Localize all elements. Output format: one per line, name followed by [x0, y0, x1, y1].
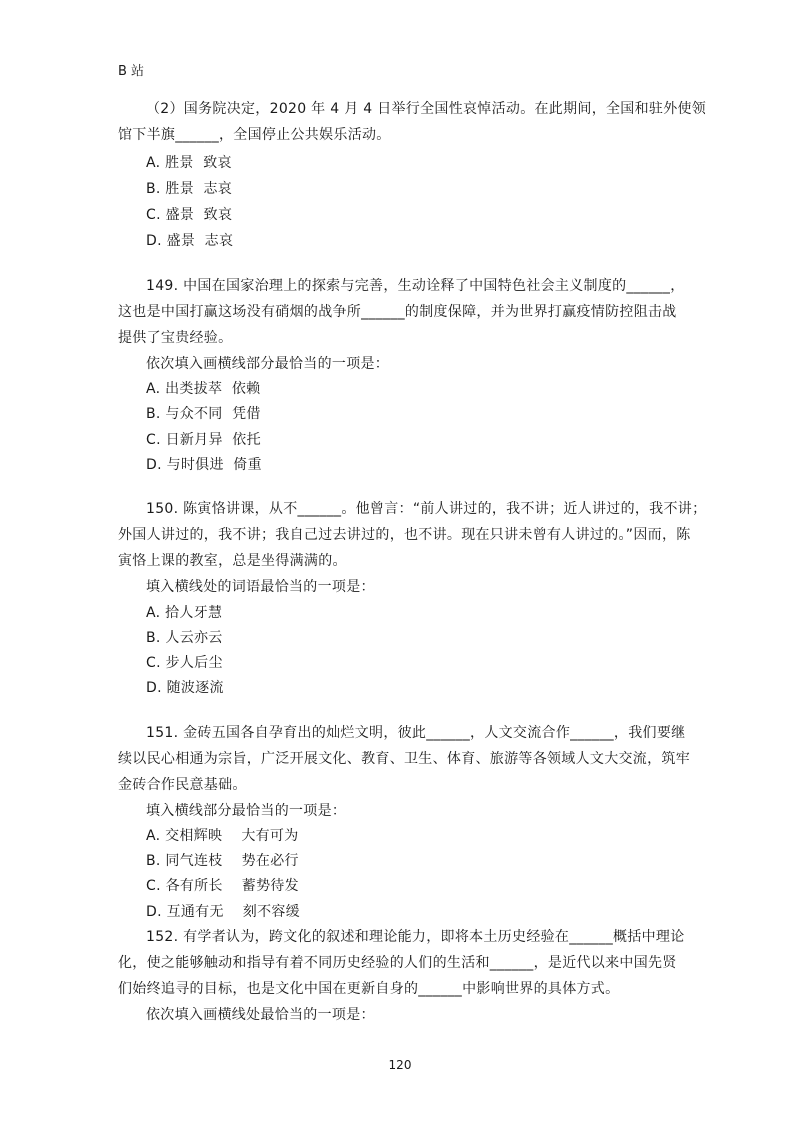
q148-option-d: D. 盛景 志哀: [146, 233, 234, 249]
q148-option-c: C. 盛景 致哀: [146, 207, 233, 223]
q150-option-c: C. 步人后尘: [146, 655, 223, 671]
page-number: 120: [388, 1058, 412, 1072]
q148-line-1: （2）国务院决定，2020 年 4 月 4 日举行全国性哀悼活动。在此期间，全国和驻外使领: [146, 101, 707, 117]
q148-line-2: 馆下半旗______，全国停止公共娱乐活动。: [118, 127, 391, 143]
q149-line-3: 提供了宝贵经验。: [118, 330, 233, 346]
q152-prompt: 依次填入画横线处最恰当的一项是：: [146, 1007, 375, 1023]
q149-option-a: A. 出类拔萃 依赖: [146, 381, 261, 397]
q152-line-1: 152. 有学者认为，跨文化的叙述和理论能力，即将本土历史经验在______概括中理论: [146, 929, 685, 945]
q150-prompt: 填入横线处的词语最恰当的一项是：: [146, 579, 375, 595]
q150-line-2: 外国人讲过的，我不讲；我自己过去讲过的，也不讲。现在只讲未曾有人讲过的。”因而，陈: [118, 527, 691, 543]
q149-prompt: 依次填入画横线部分最恰当的一项是：: [146, 356, 390, 372]
q149-line-1: 149. 中国在国家治理上的探索与完善，生动诠释了中国特色社会主义制度的______，: [146, 278, 685, 294]
q151-line-2: 续以民心相通为宗旨，广泛开展文化、教育、卫生、体育、旅游等各领域人文大交流，筑牢: [118, 751, 690, 767]
q151-line-3: 金砖合作民意基础。: [118, 777, 247, 793]
q152-line-3: 们始终追寻的目标，也是文化中国在更新自身的______中影响世界的具体方式。: [118, 981, 620, 997]
q150-option-a: A. 拾人牙慧: [146, 605, 223, 621]
q148-option-b: B. 胜景 志哀: [146, 181, 233, 197]
q148-option-a: A. 胜景 致哀: [146, 155, 232, 171]
q150-line-1: 150. 陈寅恪讲课，从不______。他曾言：“前人讲过的，我不讲；近人讲过的，我不讲；: [146, 501, 707, 517]
q149-line-2: 这也是中国打赢这场没有硝烟的战争所______的制度保障，并为世界打赢疫情防控阻击战: [118, 304, 677, 320]
q152-line-2: 化，使之能够触动和指导有着不同历史经验的人们的生活和______，是近代以来中国先贤: [118, 955, 677, 971]
q150-option-b: B. 人云亦云: [146, 630, 223, 646]
q151-option-c: C. 各有所长 蓄势待发: [146, 878, 299, 894]
q149-option-d: D. 与时俱进 倚重: [146, 457, 262, 473]
q149-option-c: C. 日新月异 依托: [146, 432, 261, 448]
q151-prompt: 填入横线部分最恰当的一项是：: [146, 803, 347, 819]
q149-option-b: B. 与众不同 凭借: [146, 406, 261, 422]
q150-option-d: D. 随波逐流: [146, 680, 224, 696]
q151-line-1: 151. 金砖五国各自孕育出的灿烂文明，彼此______，人文交流合作______，我们要继: [146, 725, 686, 741]
q151-option-b: B. 同气连枝 势在必行: [146, 853, 299, 869]
q151-option-a: A. 交相辉映 大有可为: [146, 828, 299, 844]
q151-option-d: D. 互通有无 刻不容缓: [146, 904, 300, 920]
header-tag: B 站: [118, 64, 145, 79]
q150-line-3: 寅恪上课的教室，总是坐得满满的。: [118, 553, 347, 569]
